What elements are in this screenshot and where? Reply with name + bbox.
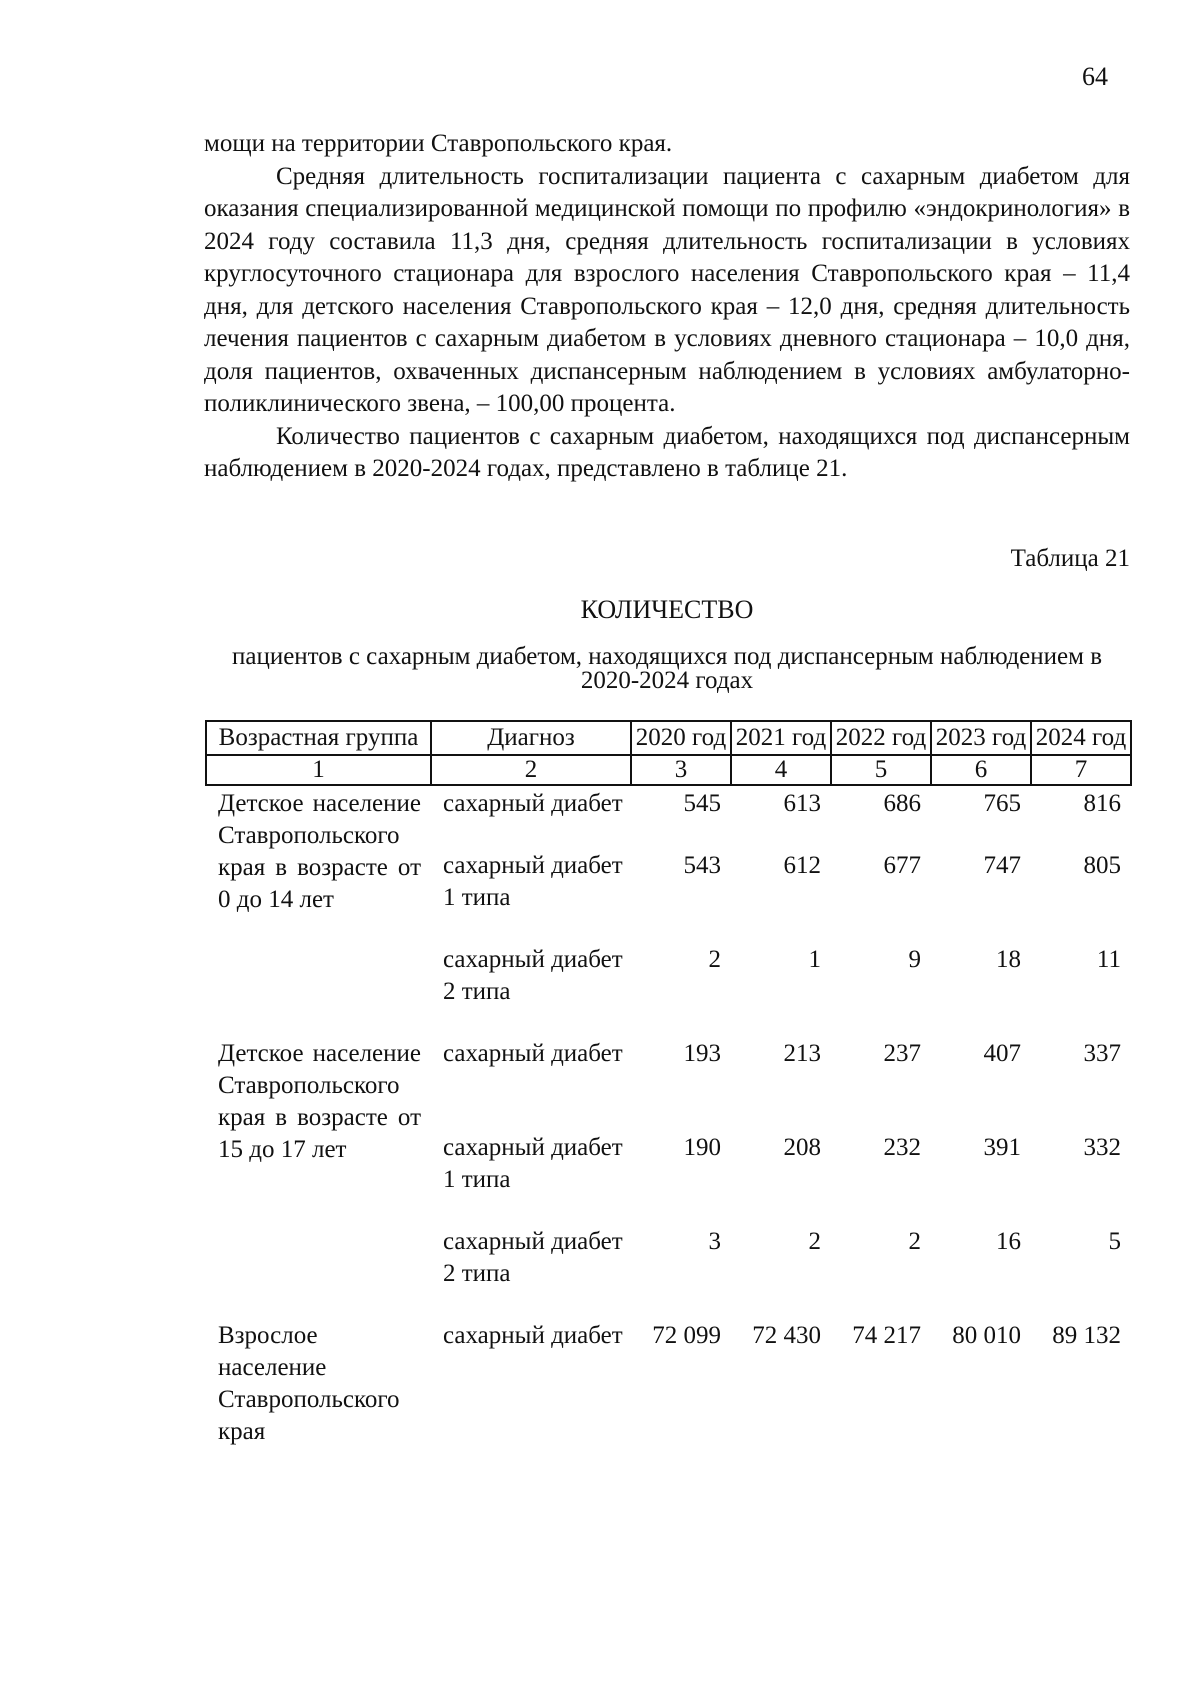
value-cell: 18: [996, 946, 1021, 973]
column-number: 1: [206, 755, 431, 785]
table-row: [206, 1290, 1131, 1448]
diagnosis-cell: сахарный диабет 1 типа: [443, 1134, 623, 1193]
value-cell: 1: [808, 946, 821, 973]
table-title: КОЛИЧЕСТВО: [580, 595, 754, 624]
value-cell: 686: [883, 790, 921, 817]
body-text: [204, 128, 1130, 486]
value-cell: 391: [983, 1134, 1021, 1161]
value-cell: 11: [1096, 946, 1121, 973]
value-cell: 237: [883, 1040, 921, 1067]
value-cell: 208: [783, 1134, 821, 1161]
value-cell: 805: [1083, 852, 1121, 879]
age-group-cell: Взрослое население Ставропольского края: [218, 1322, 400, 1445]
value-cell: 545: [683, 790, 721, 817]
value-cell: 332: [1083, 1134, 1121, 1161]
header-cell: 2021 год: [731, 721, 831, 755]
value-cell: 337: [1083, 1040, 1121, 1067]
value-cell: 190: [683, 1134, 721, 1161]
header-cell: 2024 год: [1031, 721, 1131, 755]
header-cell: Диагноз: [431, 721, 631, 755]
column-number: 2: [431, 755, 631, 785]
value-cell: 80 010: [952, 1322, 1021, 1349]
value-cell: 9: [908, 946, 921, 973]
value-cell: 5: [1108, 1228, 1121, 1255]
value-cell: 816: [1083, 790, 1121, 817]
page-number: 64: [1082, 62, 1108, 91]
diagnosis-cell: сахарный диабет 2 типа: [443, 946, 623, 1005]
data-table: [205, 720, 1132, 1448]
value-cell: 613: [783, 790, 821, 817]
header-cell: 2022 год: [831, 721, 931, 755]
table-subtitle: пациентов с сахарным диабетом, находящихся под диспансерным наблюдением в 2020-2024 годах: [231, 643, 1103, 694]
diagnosis-cell: сахарный диабет: [443, 790, 623, 817]
diagnosis-cell: сахарный диабет: [443, 1040, 623, 1067]
age-group-cell: Детское население Ставропольского края в возрасте от 0 до 14 лет: [218, 790, 421, 913]
table-row: [206, 785, 1131, 820]
value-cell: 72 430: [752, 1322, 821, 1349]
paragraph: Средняя длительность госпитализации пациента с сахарным диабетом для оказания специализированной медицинской помощи по профилю «эндокринология» в 2024 году составила 11,3 дня, средняя длительность госпитализации в условиях круглосуточного стационара для взрослого населения Ставропольского края – 11,4 дня, для детского населения Ставропольского края – 12,0 дня, средняя длительность лечения пациентов с сахарным диабетом в условиях дневного стационара – 10,0 дня, доля пациентов, охваченных диспансерным наблюдением в условиях амбулаторно-поликлинического звена, – 100,00 процента.: [204, 162, 1130, 417]
value-cell: 677: [883, 852, 921, 879]
value-cell: 74 217: [852, 1322, 921, 1349]
table-caption: Таблица 21: [1010, 545, 1130, 572]
value-cell: 2: [808, 1228, 821, 1255]
column-number: 5: [831, 755, 931, 785]
value-cell: 543: [683, 852, 721, 879]
value-cell: 232: [883, 1134, 921, 1161]
column-number-row: [206, 755, 1131, 785]
header-cell: 2020 год: [631, 721, 731, 755]
header-cell: Возрастная группа: [206, 721, 431, 755]
column-number: 4: [731, 755, 831, 785]
diagnosis-cell: сахарный диабет: [443, 1322, 623, 1349]
value-cell: 213: [783, 1040, 821, 1067]
value-cell: 2: [908, 1228, 921, 1255]
value-cell: 612: [783, 852, 821, 879]
table-row: [206, 1008, 1131, 1070]
value-cell: 765: [983, 790, 1021, 817]
value-cell: 72 099: [652, 1322, 721, 1349]
table-header-row: [206, 721, 1131, 755]
diagnosis-cell: сахарный диабет 1 типа: [443, 852, 623, 911]
value-cell: 2: [708, 946, 721, 973]
column-number: 3: [631, 755, 731, 785]
paragraph: Количество пациентов с сахарным диабетом, находящихся под диспансерным наблюдением в 2020-2024 годах, представлено в таблице 21.: [204, 422, 1130, 482]
age-group-cell: Детское население Ставропольского края в возрасте от 15 до 17 лет: [218, 1040, 421, 1163]
value-cell: 407: [983, 1040, 1021, 1067]
column-number: 6: [931, 755, 1031, 785]
value-cell: 3: [708, 1228, 721, 1255]
paragraph: мощи на территории Ставропольского края.: [204, 130, 673, 157]
header-cell: 2023 год: [931, 721, 1031, 755]
value-cell: 16: [996, 1228, 1021, 1255]
value-cell: 89 132: [1052, 1322, 1121, 1349]
column-number: 7: [1031, 755, 1131, 785]
value-cell: 193: [683, 1040, 721, 1067]
value-cell: 747: [983, 852, 1021, 879]
diagnosis-cell: сахарный диабет 2 типа: [443, 1228, 623, 1287]
